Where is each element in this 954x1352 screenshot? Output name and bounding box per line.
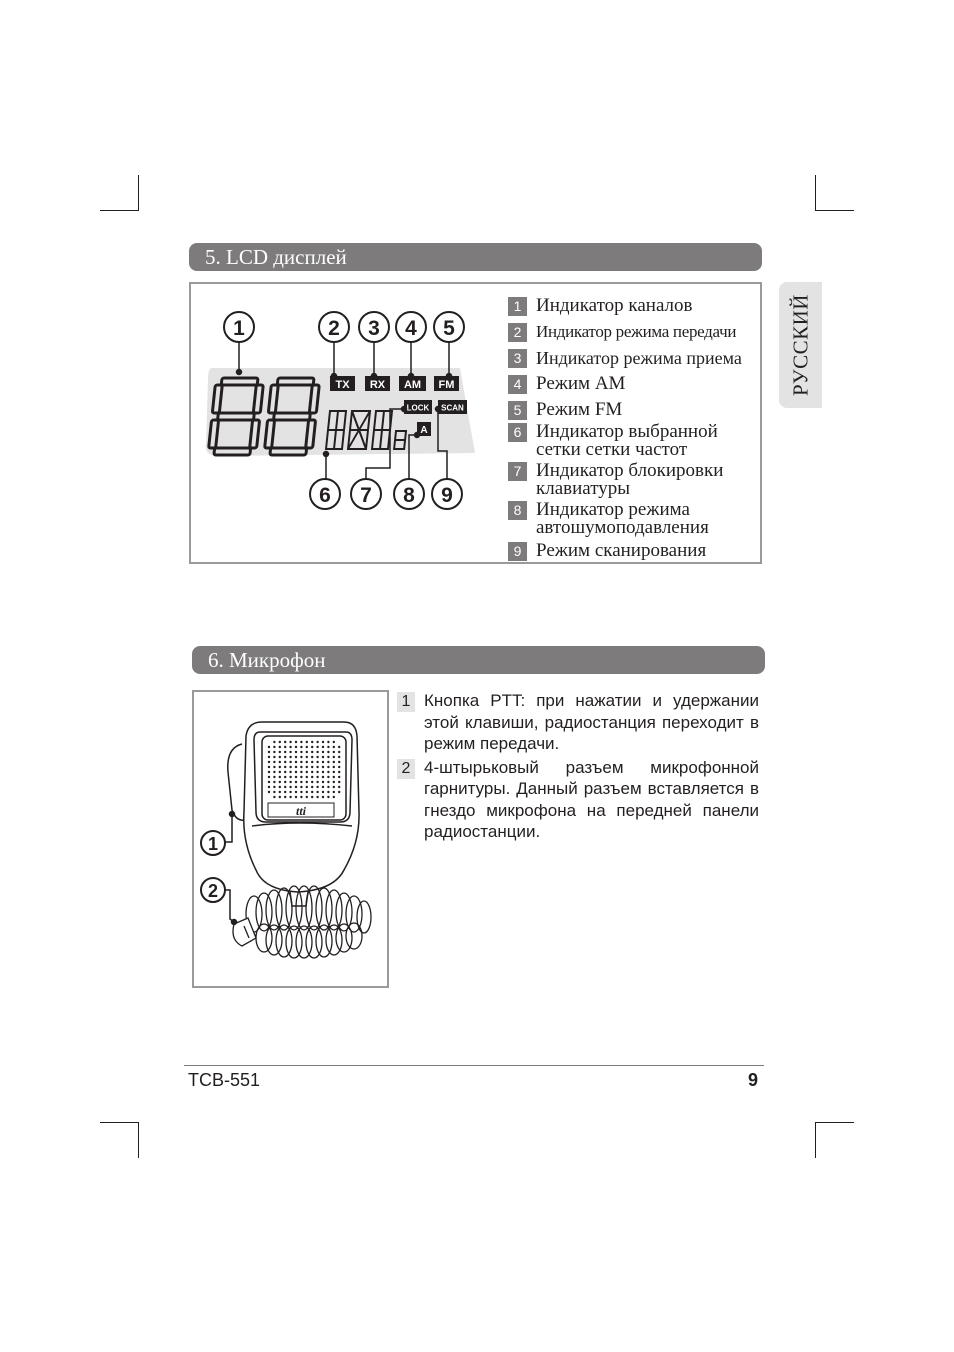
grille-dot bbox=[295, 791, 297, 793]
legend-item bbox=[508, 399, 760, 420]
grille-dot bbox=[322, 781, 324, 783]
grille-dot bbox=[284, 786, 286, 788]
callout-3 bbox=[359, 312, 389, 342]
grille-dot bbox=[273, 776, 275, 778]
legend-number: 9 bbox=[508, 542, 527, 561]
callout-1 bbox=[224, 312, 254, 342]
grille-dot bbox=[311, 781, 313, 783]
grille-dot bbox=[306, 751, 308, 753]
grille-dot bbox=[338, 781, 340, 783]
grille-dot bbox=[284, 771, 286, 773]
grille-dot bbox=[322, 796, 324, 798]
grille-dot bbox=[268, 791, 270, 793]
grille-dot bbox=[316, 796, 318, 798]
callout-5-label: 5 bbox=[443, 317, 455, 340]
callout-7-label: 7 bbox=[360, 484, 372, 507]
grille-dot bbox=[284, 776, 286, 778]
legend-text: Режим FM bbox=[536, 399, 623, 420]
badge-lock-label: LOCK bbox=[406, 403, 430, 413]
grille-dot bbox=[306, 776, 308, 778]
crop-mark bbox=[138, 1122, 139, 1158]
tti-logo bbox=[268, 803, 334, 818]
grille-dot bbox=[306, 791, 308, 793]
grille-dot bbox=[333, 746, 335, 748]
grille-dot bbox=[295, 786, 297, 788]
callout-8-label: 8 bbox=[403, 484, 415, 507]
crop-mark bbox=[100, 1122, 138, 1123]
grille-dot bbox=[279, 746, 281, 748]
grille-dot bbox=[295, 746, 297, 748]
grille-dot bbox=[279, 761, 281, 763]
grille-dot bbox=[268, 766, 270, 768]
grille-dot bbox=[311, 796, 313, 798]
grille-dot bbox=[289, 796, 291, 798]
footer-model: TCB-551 bbox=[188, 1070, 261, 1090]
grille-dot bbox=[327, 766, 329, 768]
grille-dot bbox=[327, 761, 329, 763]
legend-item bbox=[508, 321, 760, 342]
legend-item bbox=[508, 499, 760, 537]
grille-dot bbox=[284, 746, 286, 748]
grille-dot bbox=[311, 761, 313, 763]
grille-dot bbox=[316, 791, 318, 793]
mic-callout-1-label: 1 bbox=[207, 834, 219, 854]
grille-dot bbox=[333, 786, 335, 788]
grille-dot bbox=[322, 766, 324, 768]
grille-dot bbox=[333, 776, 335, 778]
legend-number: 4 bbox=[508, 375, 527, 394]
grille-dot bbox=[295, 771, 297, 773]
grille-dot bbox=[289, 766, 291, 768]
grille-dot bbox=[273, 796, 275, 798]
grille-dot bbox=[306, 781, 308, 783]
badge-scan bbox=[438, 400, 467, 414]
grille-dot bbox=[279, 791, 281, 793]
grille-dot bbox=[327, 796, 329, 798]
grille-dot bbox=[338, 791, 340, 793]
grille-dot bbox=[311, 746, 313, 748]
grille-dot bbox=[300, 781, 302, 783]
grille-dot bbox=[322, 751, 324, 753]
grille-dot bbox=[338, 756, 340, 758]
grille-dot bbox=[306, 771, 308, 773]
badge-fm bbox=[434, 376, 459, 391]
callout-8 bbox=[394, 479, 424, 509]
grille-dot bbox=[316, 786, 318, 788]
grille-dot bbox=[333, 766, 335, 768]
grille-dot bbox=[295, 766, 297, 768]
grille-dot bbox=[333, 741, 335, 743]
grille-dot bbox=[289, 781, 291, 783]
grille-dot bbox=[289, 751, 291, 753]
callout-2-label: 2 bbox=[328, 317, 340, 340]
legend-item bbox=[508, 347, 760, 368]
grille-dot bbox=[268, 751, 270, 753]
grille-dot bbox=[268, 776, 270, 778]
grille-dot bbox=[322, 791, 324, 793]
grille-dot bbox=[327, 786, 329, 788]
crop-mark bbox=[816, 1122, 854, 1123]
legend-item bbox=[508, 460, 760, 498]
grille-dot bbox=[279, 776, 281, 778]
grille-dot bbox=[289, 756, 291, 758]
grille-dot bbox=[289, 786, 291, 788]
mic-callout-leaders bbox=[222, 812, 237, 925]
grille-dot bbox=[306, 741, 308, 743]
grille-dot bbox=[284, 796, 286, 798]
callout-6-label: 6 bbox=[319, 484, 331, 507]
grille-dot bbox=[284, 741, 286, 743]
mic-item-number: 2 bbox=[397, 759, 415, 779]
grille-dot bbox=[300, 776, 302, 778]
mic-item bbox=[397, 690, 759, 755]
mic-callout-2 bbox=[201, 878, 225, 902]
grille-dot bbox=[316, 741, 318, 743]
grille-dot bbox=[311, 766, 313, 768]
grille-dot bbox=[289, 791, 291, 793]
grille-dot bbox=[295, 776, 297, 778]
grille-dot bbox=[306, 766, 308, 768]
grille-dot bbox=[284, 766, 286, 768]
grille-dot bbox=[284, 751, 286, 753]
grille-dot bbox=[338, 786, 340, 788]
mic-callout-2-label: 2 bbox=[207, 881, 219, 901]
grille-dot bbox=[300, 791, 302, 793]
legend-text: Индикатор выбранной сетки сетки частот bbox=[536, 421, 718, 460]
badge-tx-label: TX bbox=[335, 379, 350, 391]
grille-dot bbox=[322, 771, 324, 773]
callout-1-label: 1 bbox=[233, 317, 245, 340]
grille-dot bbox=[295, 796, 297, 798]
legend-number: 5 bbox=[508, 401, 527, 420]
grille-dot bbox=[284, 781, 286, 783]
legend-text: Индикатор режима передачи bbox=[536, 322, 737, 341]
grille-dot bbox=[306, 756, 308, 758]
callout-4 bbox=[396, 312, 426, 342]
grille-dot bbox=[338, 766, 340, 768]
grille-dot bbox=[322, 756, 324, 758]
legend-text: Индикатор режима автошумоподавления bbox=[536, 499, 709, 538]
callout-5 bbox=[434, 312, 464, 342]
lcd-legend bbox=[508, 295, 760, 561]
grille-dot bbox=[300, 746, 302, 748]
callout-3-label: 3 bbox=[368, 317, 380, 340]
grille-dot bbox=[273, 771, 275, 773]
tti-logo-text: tti bbox=[295, 804, 307, 818]
grille-dot bbox=[316, 776, 318, 778]
grille-dot bbox=[333, 796, 335, 798]
grille-dot bbox=[268, 761, 270, 763]
grille-dot bbox=[327, 776, 329, 778]
grille-dot bbox=[333, 756, 335, 758]
callout-6 bbox=[310, 479, 340, 509]
callout-9-label: 9 bbox=[441, 484, 453, 507]
badge-am-label: AM bbox=[403, 379, 422, 391]
legend-text: Индикатор блокировки клавиатуры bbox=[536, 460, 724, 499]
grille-dot bbox=[316, 781, 318, 783]
badge-lock bbox=[404, 400, 432, 414]
language-tab bbox=[779, 282, 822, 408]
legend-number: 8 bbox=[508, 501, 527, 520]
grille-dot bbox=[311, 786, 313, 788]
legend-item bbox=[508, 295, 760, 316]
footer-rule bbox=[184, 1065, 764, 1066]
grille-dot bbox=[268, 746, 270, 748]
grille-dot bbox=[284, 791, 286, 793]
grille-dot bbox=[316, 751, 318, 753]
grille-dot bbox=[268, 781, 270, 783]
grille-dot bbox=[273, 756, 275, 758]
grille-dot bbox=[327, 751, 329, 753]
grille-dot bbox=[316, 746, 318, 748]
legend-number: 3 bbox=[508, 349, 527, 368]
legend-item bbox=[508, 540, 760, 561]
callout-7 bbox=[351, 479, 381, 509]
grille-dot bbox=[279, 766, 281, 768]
grille-dot bbox=[327, 746, 329, 748]
mic-item bbox=[397, 757, 759, 843]
legend-item bbox=[508, 421, 760, 459]
grille-dot bbox=[322, 786, 324, 788]
grille-dot bbox=[322, 741, 324, 743]
mic-description-list bbox=[397, 690, 759, 845]
page-number: 9 bbox=[747, 1070, 758, 1090]
legend-item bbox=[508, 373, 760, 394]
legend-text: Режим AM bbox=[536, 373, 626, 394]
mic-item-number: 1 bbox=[397, 692, 415, 712]
grille-dot bbox=[306, 761, 308, 763]
grille-dot bbox=[333, 791, 335, 793]
grille-dot bbox=[311, 741, 313, 743]
grille-dot bbox=[284, 761, 286, 763]
grille-dot bbox=[279, 771, 281, 773]
grille-dot bbox=[273, 761, 275, 763]
coiled-cord bbox=[246, 886, 371, 958]
crop-mark bbox=[138, 175, 139, 211]
crop-mark bbox=[816, 210, 854, 211]
grille-dot bbox=[327, 771, 329, 773]
grille-dot bbox=[306, 746, 308, 748]
legend-number: 1 bbox=[508, 297, 527, 316]
badge-a-label: A bbox=[420, 425, 428, 436]
grille-dot bbox=[289, 741, 291, 743]
grille-dot bbox=[279, 786, 281, 788]
grille-dot bbox=[279, 741, 281, 743]
grille-dot bbox=[300, 741, 302, 743]
grille-dot bbox=[311, 751, 313, 753]
grille-dot bbox=[333, 781, 335, 783]
badge-rx-label: RX bbox=[369, 379, 386, 391]
section-header-mic: 6. Микрофон bbox=[192, 646, 765, 674]
mic-callout-1 bbox=[201, 831, 225, 855]
grille-dot bbox=[311, 791, 313, 793]
legend-number: 7 bbox=[508, 462, 527, 481]
grille-dot bbox=[289, 771, 291, 773]
grille-dot bbox=[300, 766, 302, 768]
grille-dot bbox=[268, 756, 270, 758]
grille-dot bbox=[316, 761, 318, 763]
grille-dot bbox=[300, 786, 302, 788]
grille-dot bbox=[306, 796, 308, 798]
grille-dot bbox=[295, 761, 297, 763]
grille-dot bbox=[300, 761, 302, 763]
grille-dot bbox=[338, 751, 340, 753]
grille-dot bbox=[300, 756, 302, 758]
crop-mark bbox=[100, 210, 138, 211]
mic-diagram bbox=[194, 692, 387, 986]
grille-dot bbox=[306, 786, 308, 788]
grille-dot bbox=[273, 751, 275, 753]
legend-text: Индикатор каналов bbox=[536, 295, 693, 316]
grille-dot bbox=[295, 756, 297, 758]
grille-dot bbox=[300, 751, 302, 753]
mic-item-text: Кнопка PTT: при нажатии и удержании этой клавиши, радиостанция переходит в режим передачи. bbox=[424, 691, 759, 753]
callout-9 bbox=[432, 479, 462, 509]
grille-dot bbox=[279, 781, 281, 783]
grille-dot bbox=[311, 771, 313, 773]
legend-text: Индикатор режима приема bbox=[536, 348, 742, 368]
grille-dot bbox=[322, 761, 324, 763]
legend-number: 6 bbox=[508, 423, 527, 442]
badge-fm-label: FM bbox=[438, 379, 455, 391]
mic-item-text: 4-штырьковый разъем микрофонной гарнитуры. Данный разъем вставляется в гнездо микрофона на передней панели радиостанции. bbox=[424, 757, 759, 841]
lcd-diagram bbox=[190, 283, 508, 523]
grille-dot bbox=[273, 766, 275, 768]
grille-dot bbox=[338, 776, 340, 778]
grille-dot bbox=[338, 771, 340, 773]
grille-dot bbox=[273, 786, 275, 788]
crop-mark bbox=[815, 175, 816, 211]
grille-dot bbox=[295, 751, 297, 753]
grille-dot bbox=[327, 741, 329, 743]
grille-dot bbox=[333, 771, 335, 773]
grille-dot bbox=[295, 781, 297, 783]
grille-dot bbox=[327, 781, 329, 783]
grille-dot bbox=[316, 756, 318, 758]
grille-dot bbox=[333, 751, 335, 753]
grille-dot bbox=[289, 761, 291, 763]
grille-dot bbox=[316, 771, 318, 773]
grille-dot bbox=[279, 796, 281, 798]
section-header-lcd: 5. LCD дисплей bbox=[189, 243, 762, 271]
crop-mark bbox=[815, 1122, 816, 1158]
badge-scan-label: SCAN bbox=[441, 403, 464, 413]
grille-dot bbox=[311, 756, 313, 758]
grille-dot bbox=[289, 746, 291, 748]
grille-dot bbox=[327, 791, 329, 793]
grille-dot bbox=[268, 786, 270, 788]
grille-dot bbox=[273, 741, 275, 743]
grille-dot bbox=[338, 761, 340, 763]
grille-dot bbox=[316, 766, 318, 768]
grille-dot bbox=[273, 746, 275, 748]
legend-number: 2 bbox=[508, 323, 527, 342]
grille-dot bbox=[322, 746, 324, 748]
grille-dot bbox=[279, 751, 281, 753]
grille-dot bbox=[273, 791, 275, 793]
callout-2 bbox=[319, 312, 349, 342]
grille-dot bbox=[289, 776, 291, 778]
grille-dot bbox=[268, 771, 270, 773]
legend-text: Режим сканирования bbox=[536, 540, 707, 561]
callout-4-label: 4 bbox=[405, 317, 417, 340]
badge-rx bbox=[365, 376, 390, 391]
grille-dot bbox=[327, 756, 329, 758]
grille-dot bbox=[273, 781, 275, 783]
grille-dot bbox=[322, 776, 324, 778]
grille-dot bbox=[295, 741, 297, 743]
grille-dot bbox=[284, 756, 286, 758]
grille-dot bbox=[333, 761, 335, 763]
language-tab-label: РУССКИЙ bbox=[788, 294, 812, 396]
grille-dot bbox=[300, 796, 302, 798]
grille-dot bbox=[311, 776, 313, 778]
grille-dot bbox=[300, 771, 302, 773]
grille-dot bbox=[338, 746, 340, 748]
grille-dot bbox=[279, 756, 281, 758]
